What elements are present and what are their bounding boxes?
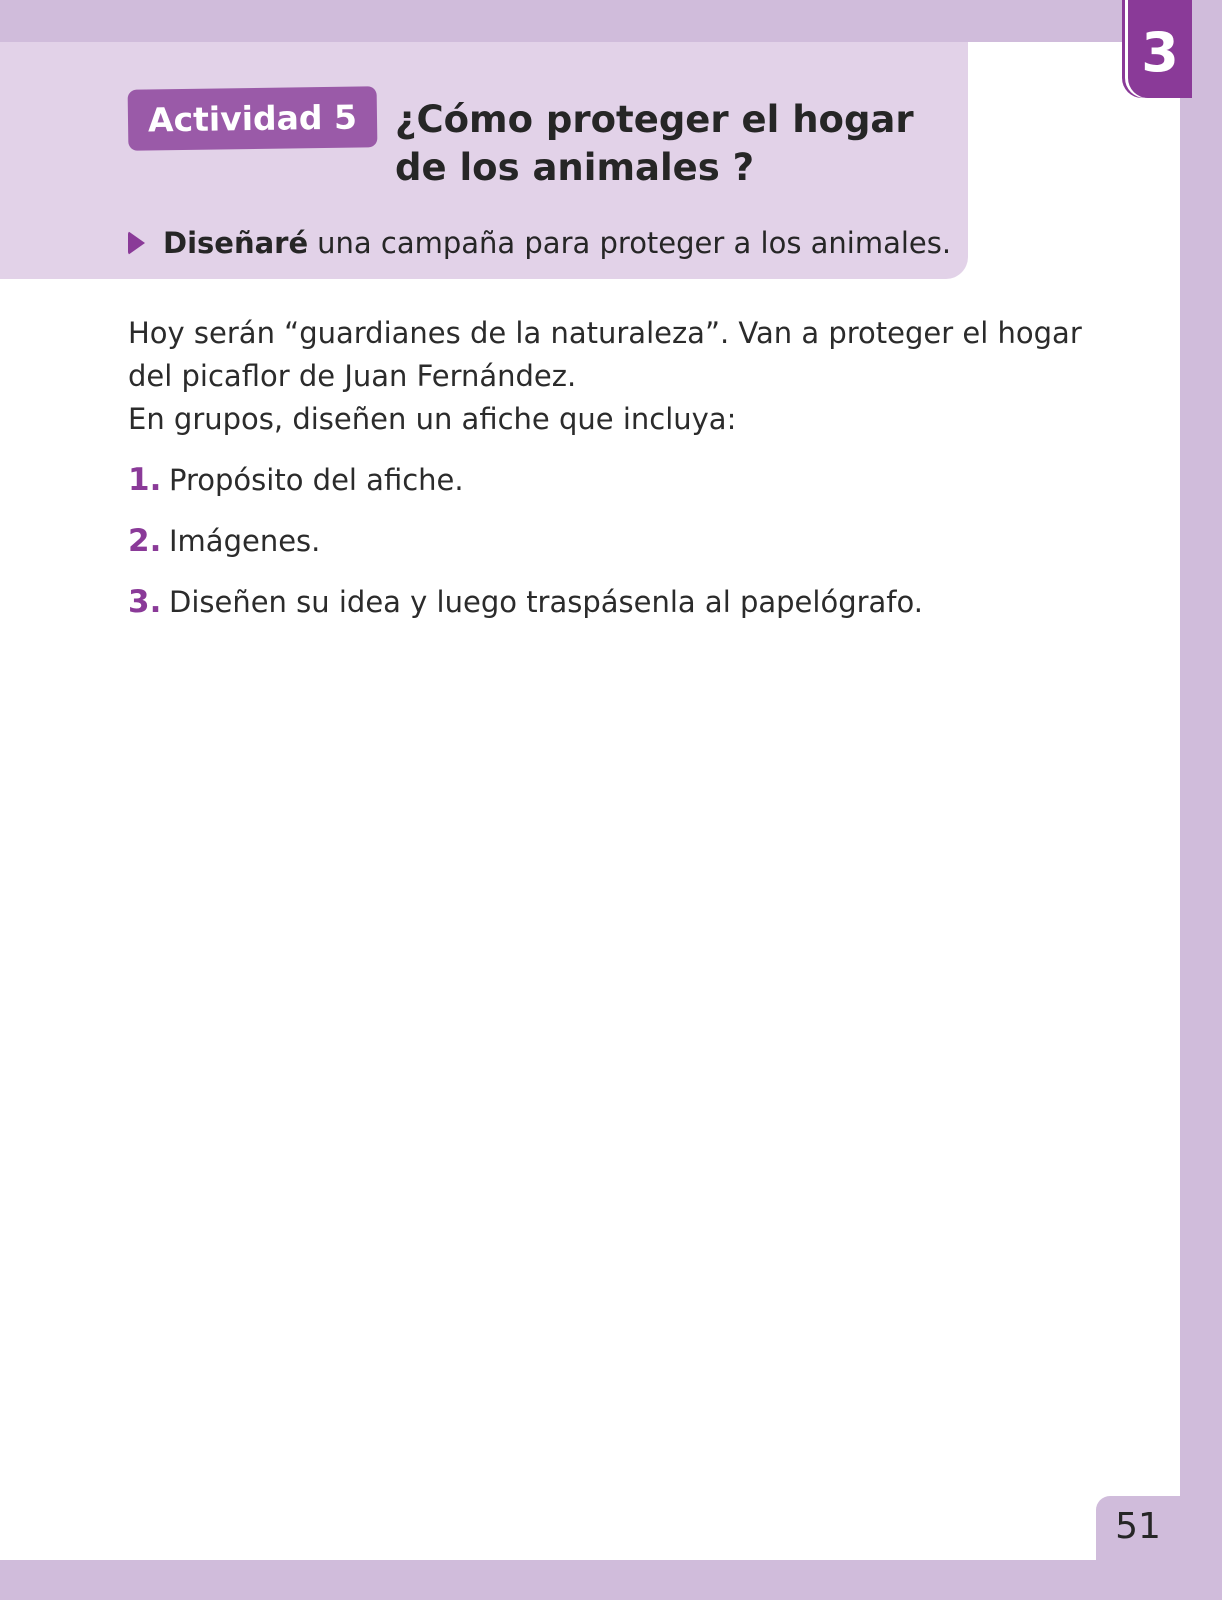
step-text: Imágenes. bbox=[169, 524, 321, 558]
objective-verb: Diseñaré bbox=[163, 226, 309, 260]
page-frame-top bbox=[0, 0, 1222, 42]
unit-number: 3 bbox=[1141, 21, 1179, 84]
step-text: Propósito del afiche. bbox=[169, 463, 464, 497]
activity-title bbox=[395, 96, 935, 192]
page-number-tab bbox=[1096, 1496, 1180, 1560]
objective-text: una campaña para proteger a los animales. bbox=[317, 226, 952, 260]
steps-list bbox=[128, 462, 1118, 645]
intro-paragraph bbox=[128, 312, 1118, 441]
step-item bbox=[128, 523, 1118, 584]
unit-tab bbox=[1128, 0, 1192, 98]
play-arrow-icon bbox=[128, 231, 145, 255]
page-frame-right bbox=[1180, 0, 1222, 1600]
intro-line-1: Hoy serán “guardianes de la naturaleza”. Van a proteger el hogar bbox=[128, 316, 1082, 350]
step-number: 1. bbox=[128, 462, 162, 498]
activity-title-line-1: ¿Cómo proteger el hogar bbox=[395, 98, 914, 141]
step-text: Diseñen su idea y luego traspásenla al papelógrafo. bbox=[169, 585, 923, 619]
step-item bbox=[128, 584, 1118, 645]
step-number: 3. bbox=[128, 584, 162, 620]
activity-badge: Actividad 5 bbox=[128, 86, 378, 150]
intro-line-3: En grupos, diseñen un afiche que incluya: bbox=[128, 402, 737, 436]
intro-line-2: del picaflor de Juan Fernández. bbox=[128, 359, 577, 393]
page-number: 51 bbox=[1115, 1506, 1161, 1547]
step-item bbox=[128, 462, 1118, 523]
objective bbox=[128, 223, 951, 263]
page-frame-bottom bbox=[0, 1560, 1222, 1600]
step-number: 2. bbox=[128, 523, 162, 559]
activity-title-line-2: de los animales ? bbox=[395, 146, 755, 189]
